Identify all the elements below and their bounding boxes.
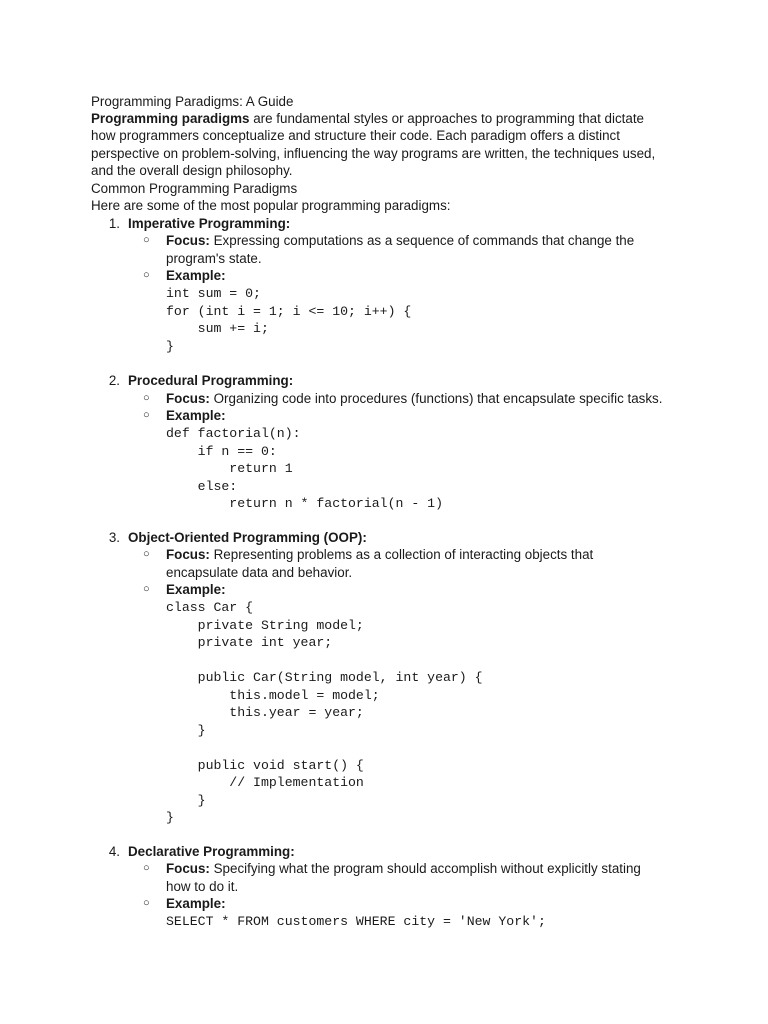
- example-label: Example:: [166, 268, 226, 283]
- focus-label: Focus:: [166, 233, 210, 248]
- focus-text: Representing problems as a collection of interacting objects that: [209, 547, 594, 562]
- intro-line-2: how programmers conceptualize and structure their code. Each paradigm offers a distinct: [91, 128, 620, 143]
- focus-text-cont: program's state.: [166, 251, 262, 266]
- bullet-icon: ○: [143, 269, 150, 281]
- intro-text-1: are fundamental styles or approaches to programming that dictate: [249, 111, 644, 126]
- intro-bold-term: Programming paradigms: [91, 111, 250, 126]
- focus-text-cont: how to do it.: [166, 879, 239, 894]
- item-title: Procedural Programming:: [128, 373, 294, 388]
- list-number: 4.: [108, 844, 120, 859]
- example-label: Example:: [166, 582, 226, 597]
- list-number: 1.: [108, 216, 120, 231]
- focus-text: Organizing code into procedures (functions) that encapsulate specific tasks.: [209, 391, 663, 406]
- bullet-icon: ○: [143, 409, 150, 421]
- focus-label: Focus:: [166, 861, 210, 876]
- focus-line: [166, 860, 641, 878]
- code-block: def factorial(n): if n == 0: return 1 else: return n * factorial(n - 1): [166, 426, 443, 511]
- section-heading: Common Programming Paradigms: [91, 181, 298, 196]
- bullet-icon: ○: [143, 897, 150, 909]
- example-label: Example:: [166, 896, 226, 911]
- code-block: class Car { private String model; private int year; public Car(String model, int year) { this.model = model; this.year = year; } public void start() { // Implementation } }: [166, 600, 483, 825]
- item-title: Imperative Programming:: [128, 216, 291, 231]
- code-block: int sum = 0; for (int i = 1; i <= 10; i++) { sum += i; }: [166, 286, 412, 354]
- focus-label: Focus:: [166, 391, 210, 406]
- focus-text: Expressing computations as a sequence of commands that change the: [209, 233, 635, 248]
- bullet-icon: ○: [143, 583, 150, 595]
- intro-line-3: perspective on problem-solving, influencing the way programs are written, the techniques used,: [91, 146, 656, 161]
- item-title: Object-Oriented Programming (OOP):: [128, 530, 367, 545]
- focus-label: Focus:: [166, 547, 210, 562]
- lead-text: Here are some of the most popular programming paradigms:: [91, 198, 451, 213]
- focus-text: Specifying what the program should accomplish without explicitly stating: [209, 861, 641, 876]
- focus-line: [166, 546, 593, 564]
- intro-line-1: [91, 110, 644, 128]
- focus-line: [166, 232, 634, 250]
- example-label: Example:: [166, 408, 226, 423]
- focus-line: [166, 390, 662, 408]
- focus-text-cont: encapsulate data and behavior.: [166, 565, 353, 580]
- code-block: SELECT * FROM customers WHERE city = 'New York';: [166, 914, 546, 929]
- bullet-icon: ○: [143, 548, 150, 560]
- intro-line-4: and the overall design philosophy.: [91, 163, 293, 178]
- bullet-icon: ○: [143, 392, 150, 404]
- bullet-icon: ○: [143, 234, 150, 246]
- doc-title: Programming Paradigms: A Guide: [91, 94, 294, 109]
- bullet-icon: ○: [143, 862, 150, 874]
- item-title: Declarative Programming:: [128, 844, 295, 859]
- list-number: 3.: [108, 530, 120, 545]
- list-number: 2.: [108, 373, 120, 388]
